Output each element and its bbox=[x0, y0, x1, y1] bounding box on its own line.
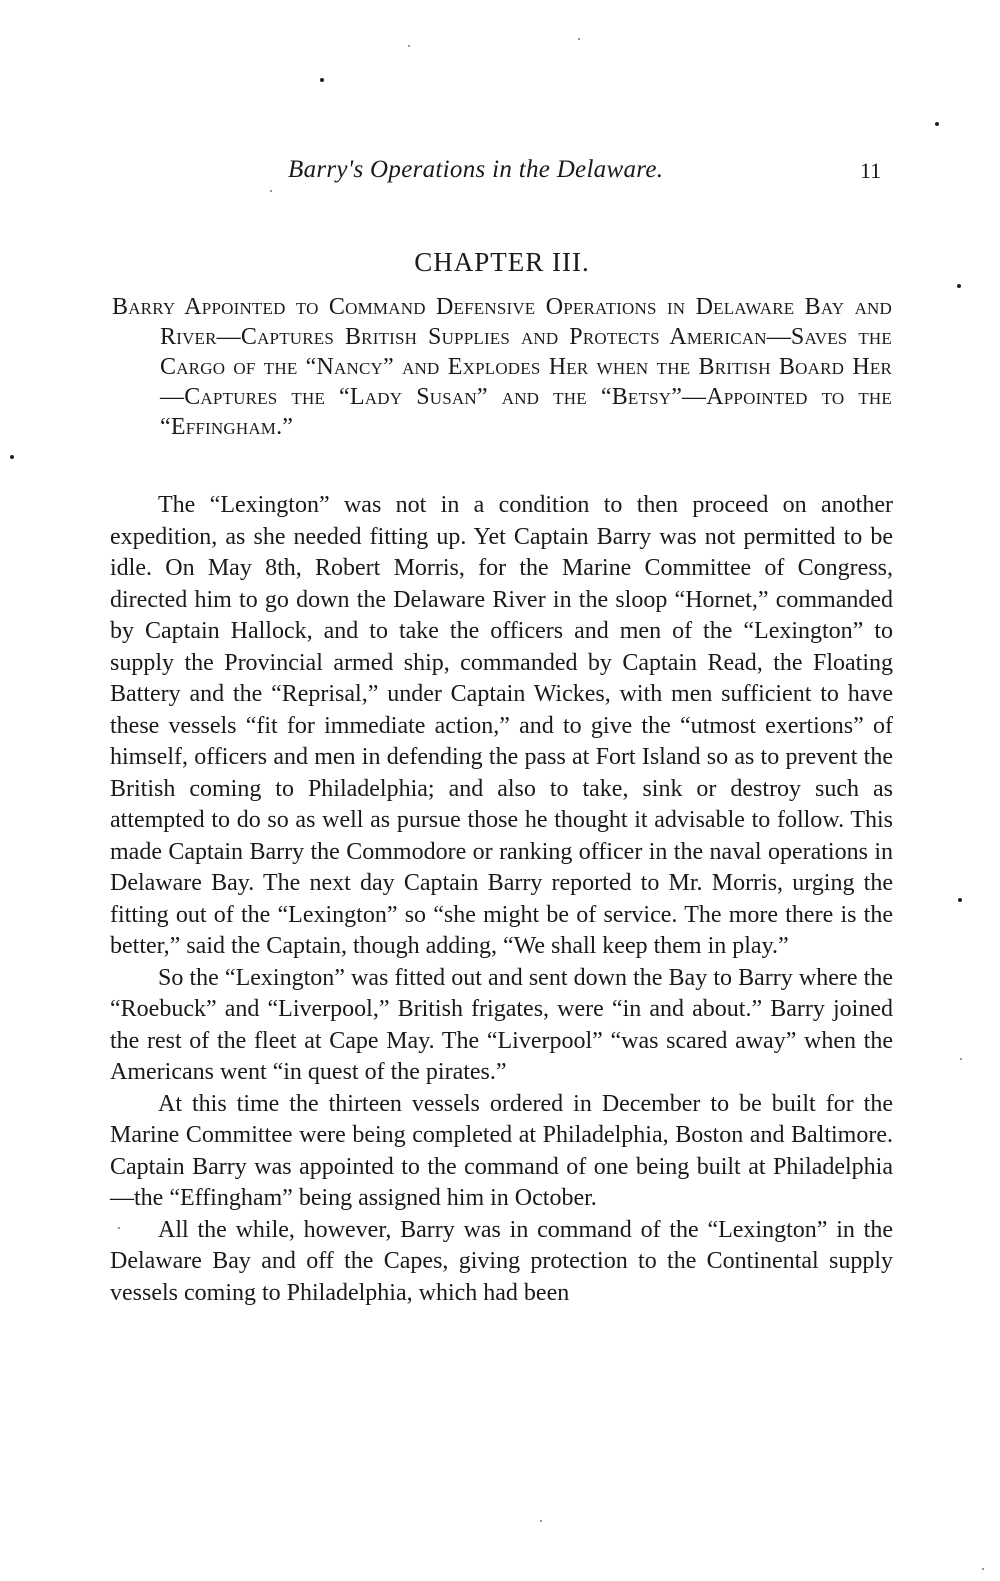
scan-speck bbox=[320, 78, 324, 82]
page-number: 11 bbox=[860, 158, 882, 183]
scan-speck bbox=[960, 1058, 962, 1060]
scan-speck bbox=[578, 38, 580, 40]
scan-speck bbox=[540, 1520, 542, 1522]
scan-speck bbox=[408, 45, 410, 47]
chapter-synopsis: Barry Appointed to Command Defensive Operations in Delaware Bay and River—Captures British Supplies and Protects American—Saves the Cargo of the “Nancy” and Explodes Her when the British Board Her—Captures the “Lady Susan” and the “Betsy”—Appointed to the “Effingham.” bbox=[112, 294, 892, 440]
paragraph: The “Lexington” was not in a condition to then proceed on another expedition, as she needed fitting up. Yet Captain Barry was not permitted to be idle. On May 8th, Robert Morris, for the Marine Committee of Congress, directed him to go down the Delaware River in the sloop “Hornet,” commanded by Captain Hallock, and to take the officers and men of the “Lexington” to supply the Provincial armed ship, commanded by Captain Read, the Floating Battery and the “Reprisal,” under Captain Wickes, with men sufficient to have these vessels “fit for immediate action,” and to give the “utmost exertions” of himself, officers and men in defending the pass at Fort Island so as to prevent the British coming to Philadelphia; and also to take, sink or destroy such as attempted to do so as well as pursue those he thought it advisable to follow. This made Captain Barry the Commodore or ranking officer in the naval operations in Delaware Bay. The next day Captain Barry reported to Mr. Morris, urging the fitting out of the “Lexington” so “she might be of service. The more there is the better,” said the Captain, though adding, “We shall keep them in play.” bbox=[110, 492, 893, 959]
scan-speck bbox=[935, 122, 939, 126]
paragraph: All the while, however, Barry was in command of the “Lexington” in the Delaware Bay and off the Capes, giving protection to the Continental supply vessels coming to Philadelphia, which had been bbox=[110, 1216, 893, 1306]
body-text bbox=[110, 490, 893, 1309]
scan-speck bbox=[957, 284, 961, 288]
scan-speck bbox=[10, 455, 14, 459]
scan-speck bbox=[982, 1568, 984, 1570]
scan-speck bbox=[118, 1227, 120, 1229]
running-title: Barry's Operations in the Delaware. bbox=[288, 156, 664, 183]
scan-speck bbox=[270, 190, 272, 192]
paragraph: At this time the thirteen vessels ordered in December to be built for the Marine Committee were being completed at Philadelphia, Boston and Baltimore. Captain Barry was appointed to the command of one being built at Philadelphia—the “Effingham” being assigned him in October. bbox=[110, 1090, 893, 1211]
chapter-heading: CHAPTER III. bbox=[414, 247, 590, 277]
scan-speck bbox=[958, 898, 962, 902]
running-head bbox=[0, 156, 1000, 192]
paragraph: So the “Lexington” was fitted out and sent down the Bay to Barry where the “Roebuck” and “Liverpool,” British frigates, were “in and about.” Barry joined the rest of the fleet at Cape May. The “Liverpool” “was scared away” when the Americans went “in quest of the pirates.” bbox=[110, 964, 893, 1085]
